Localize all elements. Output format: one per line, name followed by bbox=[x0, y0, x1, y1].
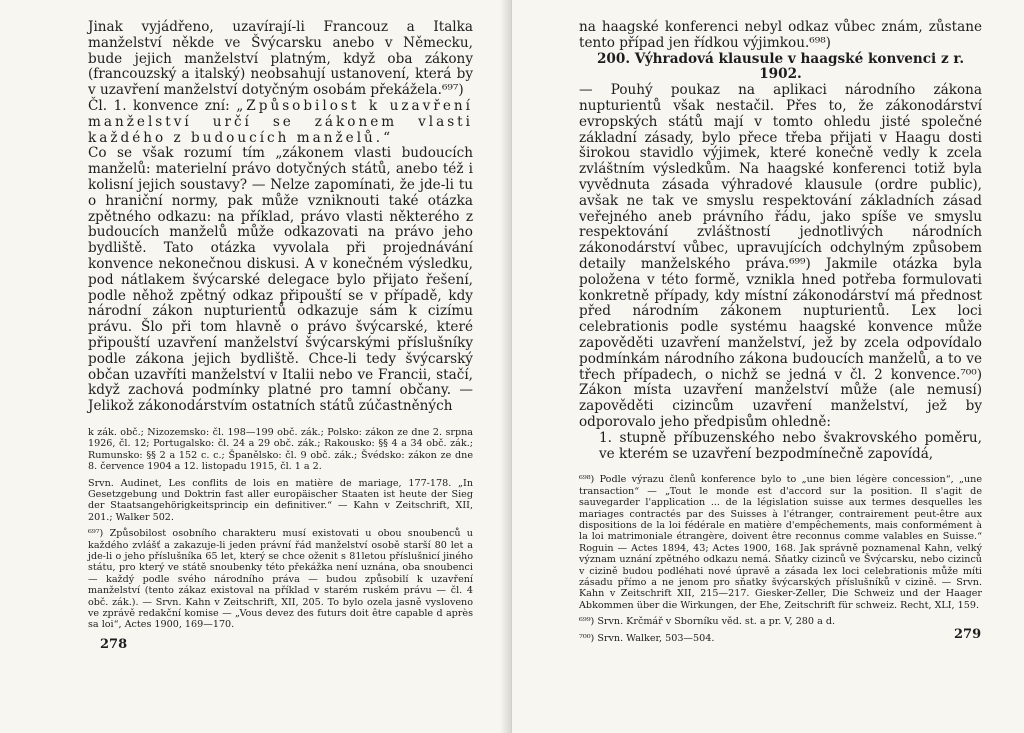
article-lead bbox=[88, 99, 473, 146]
section-heading: 200. Výhradová klausule v haagské konvenci z r. 1902. bbox=[596, 50, 965, 83]
left-paragraph-2: Co se však rozumí tím „zákonem vlasti budoucích manželů: materielní právo dotyčných států, anebo též i kolisní jejich soustavy? — Nelze zapomínati, že jde-li tu o hraniční normy, pak může vzniknouti také otázka zpětného odkazu: na příklad, právo vlasti některého z budoucích manželů může odkazovati na právo jeho bydliště. Tato otázka vyvolala při projednávání konvence nekonečnou diskusi. A v konečném výsledku, pod nátlakem švýcarské delegace bylo přijato řešení, podle něhož zpětný odkaz připouští se v případě, kdy národní zákon nupturientů odkazuje sám k cizímu právu. Šlo při tom hlavně o právo švýcarské, které připouští uzavření manželství švýcarskými příslušníky podle zákona jejich bydliště. Chce-li tedy švýcarský občan uzavříti manželství v Italii nebo ve Francii, stačí, když zachová podmínky platné pro tamní občany. — Jelikož zákonodárstvím ostatních států zúčastněných bbox=[88, 145, 473, 415]
footnote-697: ⁶⁹⁷) Způsobilost osobního charakteru musí existovati u obou snoubenců u každého zvlášť a zakazuje-li jeden právní řád manželství osobě starší 80 let a jde-li o jeho příslušníka 65 let, který se chce oženit s 81letou příslušnicí jiného státu, pro který ve státě snoubenky této překážka není uznána, oba snoubenci — každý podle svého národního práva — budou způsobilí k uzavření manželství (tento zákaz existoval na příklad v starém ruském právu — čl. 4 obč. zák.). — Srvn. Kahn v Zeitschrift, XII, 205. To bylo ozela jasně vysloveno ve zprávě redakční komise — „Vous devez des futurs doit être capable d après sa loi“, Actes 1900, 169—170. bbox=[88, 528, 473, 631]
right-footnotes bbox=[579, 474, 982, 644]
article-lead-text: Čl. 1. konvence zní: bbox=[88, 97, 230, 114]
right-body-text bbox=[579, 20, 982, 462]
left-paragraph-1: Jinak vyjádřeno, uzavírají-li Francouz a Italka manželství někde ve Švýcarsku anebo v Německu, bude jejich manželství platným, když oba zákony (francouzský a italský) neobsahují ustanovení, která by v uzavření manželství dotyčným osobám překážela.⁶⁹⁷) bbox=[88, 19, 473, 99]
footnote-continuation: k zák. obč.; Nizozemsko: čl. 198—199 obč. zák.; Polsko: zákon ze dne 2. srpna 1926, čl. 12; Portugalsko: čl. 24 a 29 obč. zák.; Rakousko: §§ 4 a 34 obč. zák.; Rumunsko: §§ 2 a 152 c. c.; Španělsko: čl. 9 obč. zák.; Švédsko: zákon ze dne 8. července 1904 a 12. listopadu 1915, čl. 1 a 2. bbox=[88, 426, 473, 473]
left-body-text bbox=[88, 20, 473, 415]
right-paragraph-1: na haagské konferenci nebyl odkaz vůbec znám, zůstane tento případ jen řídkou výjimkou.⁶⁹⁸) bbox=[579, 19, 982, 51]
left-text-column bbox=[88, 20, 473, 636]
footnote-refs: Srvn. Audinet, Les conflits de lois en matière de mariage, 177-178. „In Gesetzgebung und Doktrin fast aller europäischer Staaten ist heute der Sieg der Staatsangehörigkeitsprincip ein definitiver.“ — Kahn v Zeitschrift, XII, 201.; Walker 502. bbox=[88, 477, 473, 523]
right-paragraph-2: — Pouhý poukaz na aplikaci národního zákona nupturientů však nestačil. Přes to, že zákonodárství evropských států mají v tomto ohledu jisté společné základní zásady, bylo přece třeba přijati v Haagu dosti širokou stavidlo výjimek, které konečně vedly k zcela zvláštním výsledkům. Na haagské konferenci totiž byla vyvědnuta zásada výhradové klausule (ordre public), avšak ne tak ve smyslu respektování základních zásad veřejného aneb právního řádu, jako spíše ve smyslu respektování zvláštností jednotlivých národních zákonodárství vůbec, upravujících odchylným způsobem detaily manželského práva.⁶⁹⁹) Jakmile otázka byla položena v této formě, vznikla hned potřeba formulovati konkretně případy, kdy místní zákonodárství má přednost před národním zákonem nupturientů. Lex loci celebrationis podle systému haagské konvence může zapověděti uzavření manželství, jež by zcela odpovídalo podmínkám národního zákona budoucích manželů, a to ve třech případech, o nichž se jedná v čl. 2 konvence.⁷⁰⁰) Zákon místa uzavření manželství může (ale nemusí) zapověděti cizincům uzavření manželství, jež by odporovalo jeho předpisům ohledně: bbox=[579, 82, 982, 430]
list-item-1: 1. stupně příbuzenského nebo švakrovského poměru, ve kterém se uzavření bezpodmínečně zapovídá, bbox=[599, 429, 982, 462]
footnote-700: ⁷⁰⁰) Srvn. Walker, 503—504. bbox=[579, 632, 715, 644]
right-page bbox=[512, 0, 1024, 733]
page-number-right: 279 bbox=[954, 627, 982, 642]
left-footnotes bbox=[88, 427, 473, 631]
article-quote: „Způsobilost k uzavření manželství určí se zákonem vlasti každého z budoucích manželů.“ bbox=[88, 97, 473, 146]
right-text-column bbox=[579, 20, 982, 649]
footnote-699: ⁶⁹⁹) Srvn. Krčmář v Sborníku věd. st. a pr. V, 280 a d. bbox=[579, 616, 836, 628]
page-number-left: 278 bbox=[100, 637, 128, 652]
footnote-698: ⁶⁹⁸) Podle výrazu členů konference bylo to „une bien légère concession“, „une transaction“ — „Tout le monde est d'accord sur la position. Il s'agit de sauvegarder l'application ... de la législation suisse aux termes desquelles les mariages contractés par des Suisses à l'étranger, contrairement peut-être aux dispositions de la loi fédérale en matière d'empêchements, mais conformément à la loi matrimoniale étrangère, doivent être reconnus comme valables en Suisse.“ Roguin — Actes 1894, 43; Actes 1900, 168. Jak správně poznamenal Kahn, velký význam uznání zpětného odkazu nemá. Sňatky cizinců ve Švýcarsku, nebo cizinců v cizině budou podléhati nové úpravě a zásada lex loci celebrationis může míti zásadu přímo a ne jenom pro sňatky švýcarských příslušníků v cizině. — Srvn. Kahn v Zeitschrift XII, 215—217. Giesker-Zeller, Die Schweiz und der Haager Abkommen über die Wirkungen, der Ehe, Zeitschrift für schweiz. Recht, XLI, 159. bbox=[579, 474, 982, 611]
